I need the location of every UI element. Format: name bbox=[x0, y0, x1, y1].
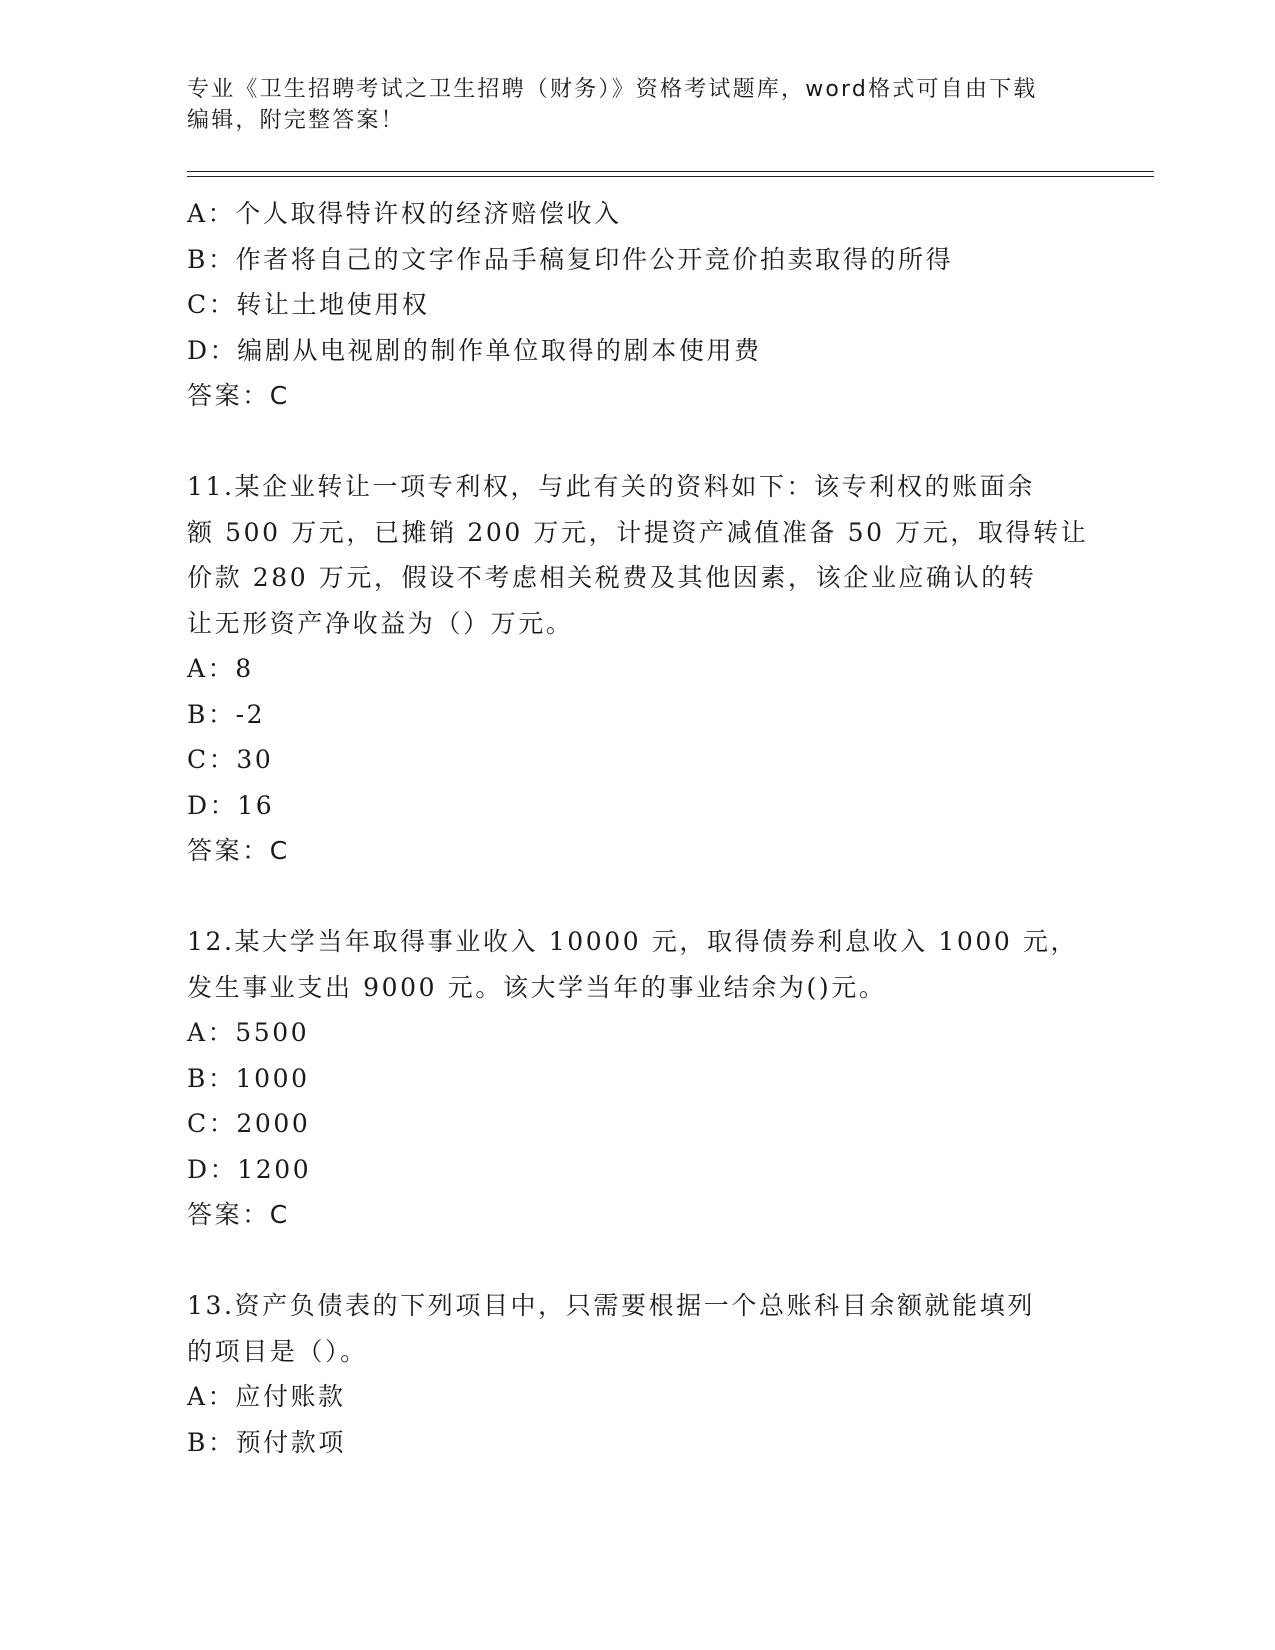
question-text-line: 价款 280 万元，假设不考虑相关税费及其他因素，该企业应确认的转 bbox=[187, 563, 1037, 592]
question-text-line: 让无形资产净收益为（）万元。 bbox=[187, 608, 574, 638]
option-d: D：1200 bbox=[187, 1154, 312, 1184]
header-rule-bottom bbox=[187, 176, 1154, 177]
option-c: C：2000 bbox=[187, 1109, 311, 1138]
option-c: C：30 bbox=[187, 745, 274, 774]
question-list bbox=[187, 191, 1087, 1465]
spacer bbox=[187, 874, 1087, 920]
option-a: A：5500 bbox=[187, 1018, 310, 1047]
option-c: C：转让土地使用权 bbox=[187, 290, 430, 319]
option-a: A：8 bbox=[187, 654, 254, 683]
option-b: B：1000 bbox=[187, 1063, 310, 1093]
option-d: D：16 bbox=[187, 790, 275, 820]
question-13 bbox=[187, 1283, 1087, 1465]
header-line-1: 专业《卫生招聘考试之卫生招聘（财务）》资格考试题库，word格式可自由下载 bbox=[187, 77, 1038, 102]
question-text-line: 的项目是（）。 bbox=[187, 1336, 368, 1366]
option-a: A：应付账款 bbox=[187, 1382, 346, 1411]
question-11 bbox=[187, 464, 1087, 874]
question-text-line: 发生事业支出 9000 元。该大学当年的事业结余为()元。 bbox=[187, 972, 887, 1002]
answer: 答案：C bbox=[187, 381, 290, 410]
option-d: D：编剧从电视剧的制作单位取得的剧本使用费 bbox=[187, 335, 762, 365]
question-text-line: 11.某企业转让一项专利权，与此有关的资料如下：该专利权的账面余 bbox=[187, 472, 1035, 501]
option-b: B：作者将自己的文字作品手稿复印件公开竞价拍卖取得的所得 bbox=[187, 244, 954, 274]
answer: 答案：C bbox=[187, 836, 290, 865]
question-12 bbox=[187, 919, 1087, 1238]
option-b: B：-2 bbox=[187, 699, 266, 729]
header-line-2: 编辑，附完整答案！ bbox=[187, 108, 405, 133]
option-b: B：预付款项 bbox=[187, 1427, 346, 1457]
answer: 答案：C bbox=[187, 1200, 290, 1229]
header-rule-top bbox=[187, 171, 1154, 172]
question-10 bbox=[187, 191, 1087, 419]
question-text-line: 12.某大学当年取得事业收入 10000 元，取得债券利息收入 1000 元， bbox=[187, 927, 1079, 956]
document-header bbox=[187, 74, 1087, 136]
question-text-line: 13.资产负债表的下列项目中，只需要根据一个总账科目余额就能填列 bbox=[187, 1291, 1035, 1320]
question-text-line: 额 500 万元，已摊销 200 万元，计提资产减值准备 50 万元，取得转让 bbox=[187, 517, 1089, 547]
spacer bbox=[187, 1238, 1087, 1284]
option-a: A：个人取得特许权的经济赔偿收入 bbox=[187, 199, 622, 228]
spacer bbox=[187, 419, 1087, 465]
